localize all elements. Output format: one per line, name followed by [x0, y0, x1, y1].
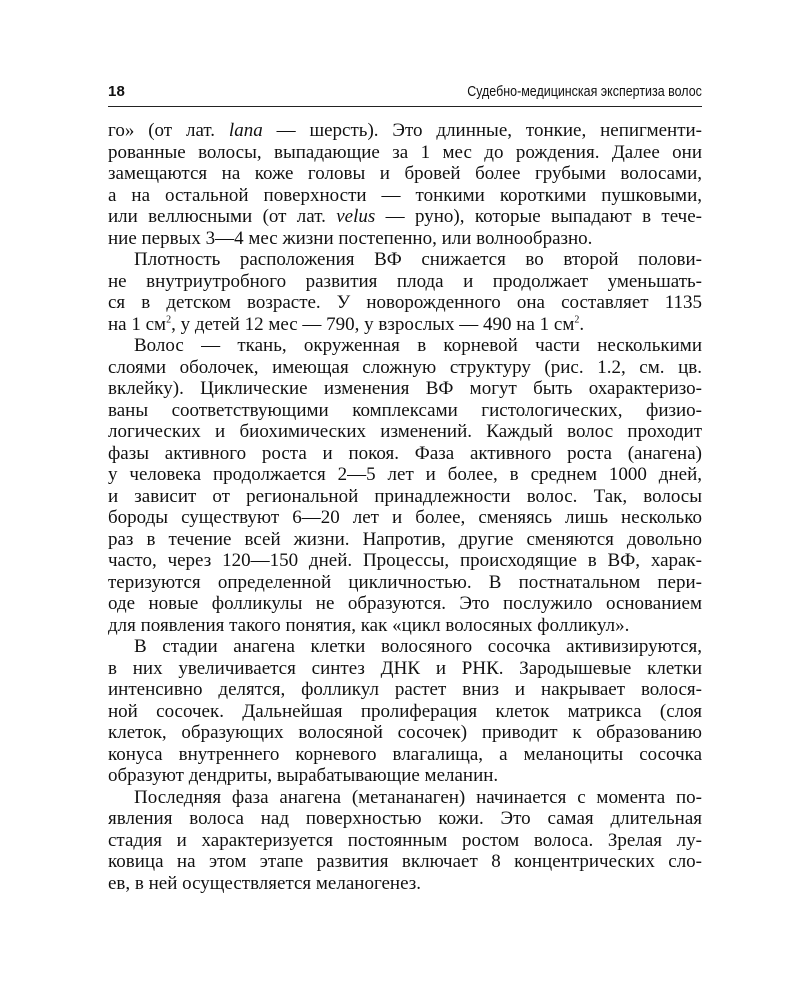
text-line: [108, 421, 702, 443]
text-line: [108, 550, 702, 572]
text-line: [108, 808, 702, 830]
running-title: Судебно-медицинская экспертиза волос: [467, 84, 702, 100]
text-run: ев, в ней осуществляется меланогенез.: [108, 872, 422, 894]
text-line: [108, 830, 702, 852]
text-run: клеток, образующих волосяной сосочек) приводит к образованию: [108, 722, 702, 743]
text-run: логических и биохимических изменений. Каждый волос проходит: [108, 421, 702, 442]
text-line: [108, 228, 702, 250]
text-run: рованные волосы, выпадающие за 1 мес до рождения. Далее они: [108, 141, 702, 163]
text-run: на 1 см: [108, 313, 167, 335]
text-run: у человека продолжается 2—5 лет и более, в среднем 1000 дней,: [108, 464, 702, 485]
text-run: Волос — ткань, окруженная в корневой части несколькими: [134, 335, 702, 356]
text-line: [108, 787, 702, 809]
text-run: фазы активного роста и покоя. Фаза активного роста (анагена): [108, 442, 702, 464]
text-line: [108, 679, 702, 701]
text-line: [108, 744, 702, 766]
text-line: [108, 206, 702, 228]
text-run: .: [579, 313, 585, 335]
paragraph: [108, 787, 702, 895]
text-run: конуса внутреннего корневого влагалища, а меланоциты сосочка: [108, 743, 702, 765]
paragraph: [108, 120, 702, 249]
page-number: 18: [108, 83, 126, 100]
text-line: [108, 271, 702, 293]
text-line: [108, 142, 702, 164]
text-run: вклейку). Циклические изменения ВФ могут быть охарактеризо-: [108, 378, 702, 399]
text-line: [108, 249, 702, 271]
text-line: [108, 873, 702, 895]
text-run: , у детей 12 мес — 790, у взрослых — 490 на 1 см: [171, 313, 575, 335]
text-line: [108, 335, 702, 357]
text-line: [108, 464, 702, 486]
superscript: 2: [574, 314, 580, 326]
text-run: замещаются на коже головы и бровей более грубыми волосами,: [108, 163, 702, 184]
text-line: [108, 378, 702, 400]
text-line: [108, 486, 702, 508]
text-run: — шерсть). Это длинные, тонкие, непигменти-: [262, 120, 702, 141]
text-line: [108, 572, 702, 594]
text-run: для появления такого понятия, как «цикл волосяных фолликул».: [108, 614, 630, 636]
text-line: [108, 636, 702, 658]
text-line: [108, 314, 702, 336]
text-run: и зависит от региональной принадлежности волос. Так, волосы: [108, 485, 702, 507]
text-line: [108, 292, 702, 314]
text-run: интенсивно делятся, фолликул растет вниз и накрывает волося-: [108, 679, 702, 700]
text-line: [108, 658, 702, 680]
text-run: стадия и характеризуется постоянным ростом волоса. Зрелая лу-: [108, 829, 702, 851]
text-run: ние первых 3—4 мес жизни постепенно, или волнообразно.: [108, 227, 593, 249]
text-run: часто, через 120—150 дней. Процессы, происходящие в ВФ, харак-: [108, 550, 702, 571]
superscript: 2: [166, 314, 172, 326]
text-run: не внутриутробного развития плода и продолжает уменьшать-: [108, 270, 702, 292]
latin-term: lana: [228, 120, 263, 141]
text-run: или веллюсными (от лат.: [108, 206, 337, 227]
text-run: го» (от лат.: [108, 120, 229, 141]
text-run: ваны соответствующими комплексами гистологических, физио-: [108, 399, 702, 421]
text-line: [108, 185, 702, 207]
paragraph: [108, 636, 702, 787]
text-line: [108, 443, 702, 465]
text-line: [108, 701, 702, 723]
text-line: [108, 593, 702, 615]
text-run: оде новые фолликулы не образуются. Это послужило основанием: [108, 593, 702, 614]
text-line: [108, 507, 702, 529]
text-run: в них увеличивается синтез ДНК и РНК. Зародышевые клетки: [108, 657, 702, 679]
text-line: [108, 163, 702, 185]
text-line: [108, 120, 702, 142]
text-line: [108, 615, 702, 637]
text-run: явления волоса над поверхностью кожи. Это самая длительная: [108, 808, 702, 829]
text-run: ной сосочек. Дальнейшая пролиферация клеток матрикса (слоя: [108, 700, 702, 722]
latin-term: velus: [336, 206, 376, 227]
paragraph: [108, 249, 702, 335]
text-run: Последняя фаза анагена (метананаген) начинается с момента по-: [134, 786, 702, 808]
text-run: образуют дендриты, вырабатывающие меланин.: [108, 765, 499, 786]
body-text: [108, 120, 702, 894]
text-run: ковица на этом этапе развития включает 8 концентрических сло-: [108, 851, 702, 872]
text-run: — руно), которые выпадают в тече-: [375, 206, 702, 227]
text-run: В стадии анагена клетки волосяного сосочка активизируются,: [134, 636, 702, 657]
text-run: слоями оболочек, имеющая сложную структуру (рис. 1.2, см. цв.: [108, 356, 702, 378]
page-header: [108, 82, 702, 107]
text-line: [108, 529, 702, 551]
text-line: [108, 722, 702, 744]
paragraph: [108, 335, 702, 636]
text-run: бороды существуют 6—20 лет и более, сменяясь лишь несколько: [108, 507, 702, 528]
text-run: раз в течение всей жизни. Напротив, другие сменяются довольно: [108, 528, 702, 550]
text-run: теризуются определенной цикличностью. В постнатальном пери-: [108, 571, 702, 593]
text-line: [108, 851, 702, 873]
text-run: Плотность расположения ВФ снижается во второй полови-: [134, 249, 702, 270]
text-line: [108, 400, 702, 422]
text-line: [108, 357, 702, 379]
text-run: ся в детском возрасте. У новорожденного она составляет 1135: [108, 292, 702, 313]
text-line: [108, 765, 702, 787]
text-run: а на остальной поверхности — тонкими короткими пушковыми,: [108, 184, 702, 206]
